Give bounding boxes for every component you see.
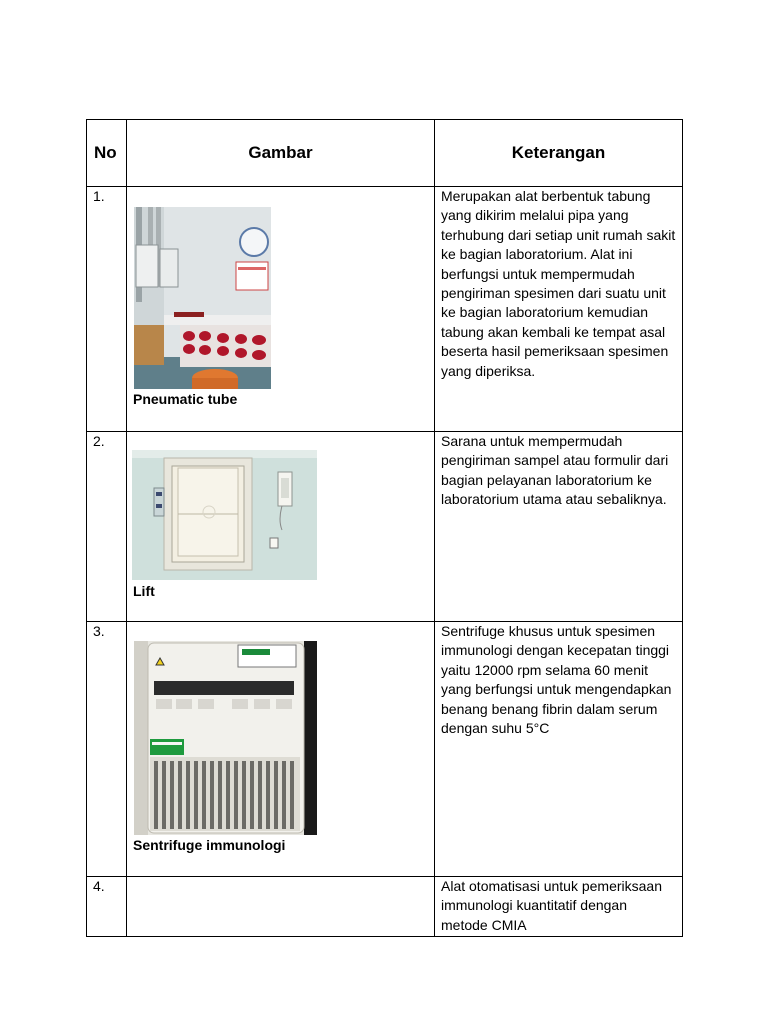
image-cell <box>127 432 435 622</box>
description-cell: Sarana untuk mempermudah pengiriman sampel atau formulir dari bagian pelayanan laboratorium ke laboratorium utama atau sebaliknya. <box>435 432 683 622</box>
table-header-row <box>87 120 683 187</box>
row-number: 1. <box>87 187 127 432</box>
image-cell <box>127 877 435 937</box>
description-cell: Sentrifuge khusus untuk spesimen immunologi dengan kecepatan tinggi yaitu 12000 rpm selama 60 menit yang berfungsi untuk mengendapkan benang benang fibrin dalam serum dengan suhu 5°C <box>435 622 683 877</box>
row-number: 3. <box>87 622 127 877</box>
table-row <box>87 432 683 622</box>
pneumatic-tube-photo <box>134 207 271 389</box>
header-no: No <box>87 120 127 187</box>
image-cell <box>127 622 435 877</box>
image-cell <box>127 187 435 432</box>
table-row <box>87 877 683 937</box>
centrifuge-photo <box>134 641 317 835</box>
description-cell: Alat otomatisasi untuk pemeriksaan immunologi kuantitatif dengan metode CMIA <box>435 877 683 937</box>
table-row <box>87 622 683 877</box>
lift-photo <box>132 450 317 580</box>
header-image: Gambar <box>127 120 435 187</box>
row-number: 2. <box>87 432 127 622</box>
header-description: Keterangan <box>435 120 683 187</box>
image-caption: Pneumatic tube <box>133 391 238 407</box>
row-number: 4. <box>87 877 127 937</box>
equipment-table <box>86 119 683 937</box>
image-caption: Lift <box>133 583 155 599</box>
table-row <box>87 187 683 432</box>
description-cell: Merupakan alat berbentuk tabung yang dikirim melalui pipa yang terhubung dari setiap unit rumah sakit ke bagian laboratorium. Alat ini berfungsi untuk mempermudah pengiriman spesimen dari suatu unit ke bagian laboratorium kemudian tabung akan kembali ke tempat asal beserta hasil pemeriksaan spesimen yang diperiksa. <box>435 187 683 432</box>
image-caption: Sentrifuge immunologi <box>133 837 286 853</box>
